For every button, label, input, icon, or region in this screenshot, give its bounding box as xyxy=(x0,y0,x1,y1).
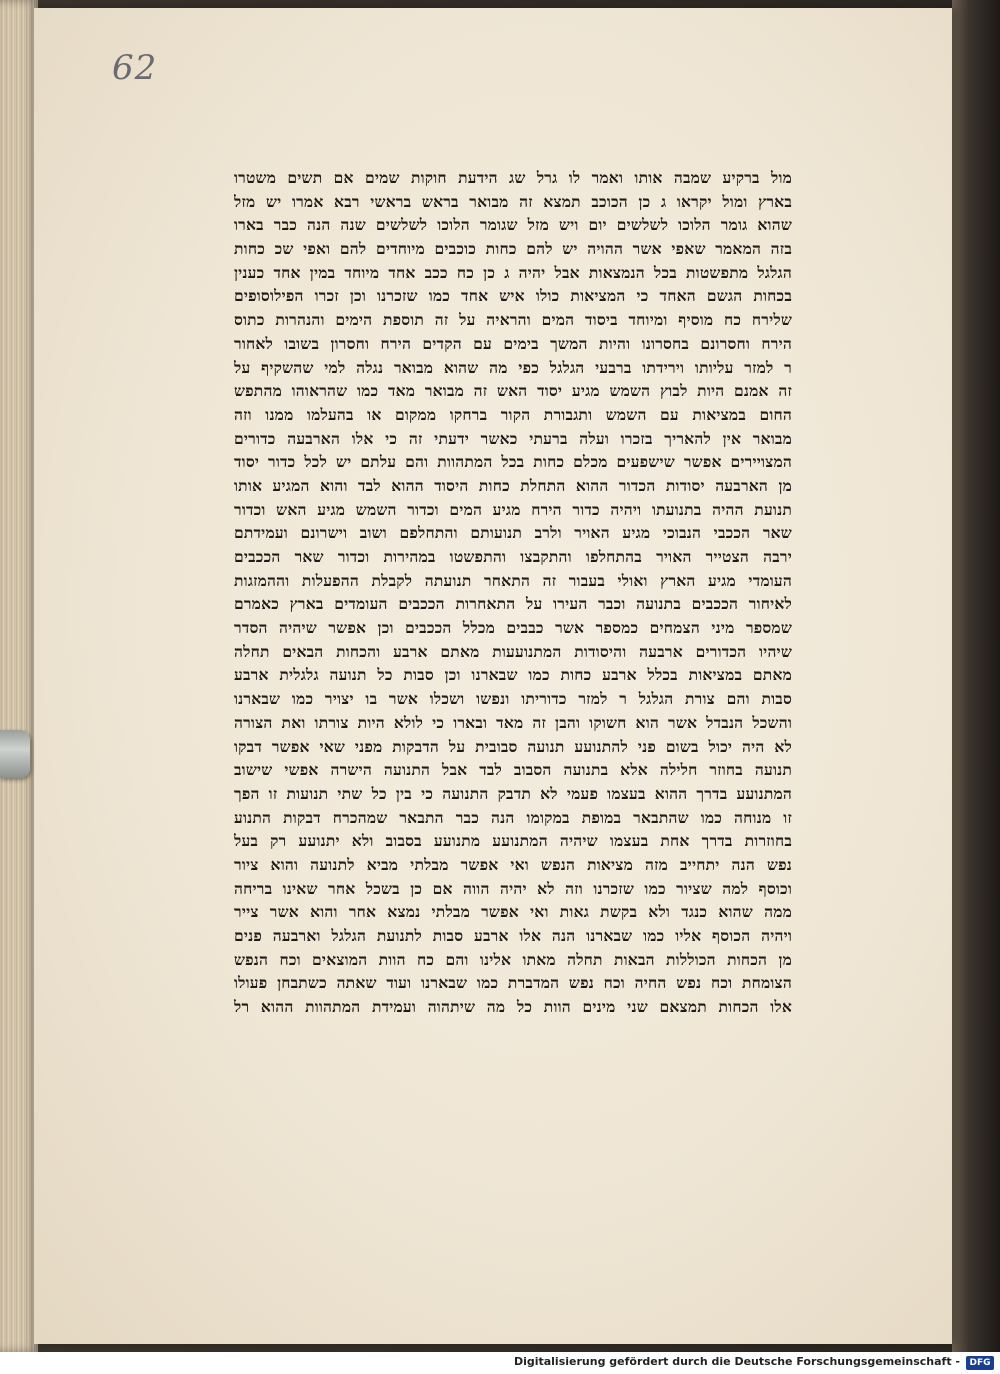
text-line: מן הארבעה יסודות הכדור ההוא התחלת כחות היסוד ההוא לבד והוא המגיע אותו xyxy=(234,475,792,495)
text-line: העומדי מגיע הארץ ואולי בעבור זה התאחר תנועתה לקבלת ההפעלות וההמזגות xyxy=(234,570,792,590)
folio-number: 62 xyxy=(112,48,158,88)
text-line: תנועת ההיה בתנועתו ויהיה כדור הירח מגיע המים וכדור השמש מגיע האש וכדור xyxy=(234,499,792,519)
text-line: סבות והם צורת הגלגל ר למזר כדוריתו ונפשו ושכלו אשר בו יצויר כמו שבארנו xyxy=(234,689,792,709)
dfg-logo-icon: DFG xyxy=(966,1356,994,1370)
text-line: מבואר אין להאריך בזכרו ועלה ברעתי כאשר ידעתי זה כי אלו הארבעה כדורים xyxy=(234,428,792,448)
text-line: תנועה בחוזר חלילה אלא בתנועה הסבוב לבד אבל התנועה הישרה אפשי שישוב xyxy=(234,760,792,780)
text-line: ממה שהוא כנגד ולא בקשת גאות ואי אפשר מבלתי נמצא אחר והוא אשר צייר xyxy=(234,902,792,922)
text-line: בארץ ומול יקראו ג כן הכוכב תמצא זה מבואר בראש בראשי רבא אמרו יש מזל xyxy=(234,191,792,211)
text-line: מן הכחות הכוללות הבאות תחלה מאתו אלינו והם כח הוות המוצאים וכח הנפש xyxy=(234,949,792,969)
book-edge-left xyxy=(0,0,38,1352)
page-clip xyxy=(0,730,30,778)
text-line: שמספר מיני הצמחים כמספר אשר כבבים מכלל הככבים וכן אפשר שיהיה הסדר xyxy=(234,618,792,638)
text-line: לאיחור הככבים בתנועה וכבר העירו על התאחרות הככבים העומדים בארץ כאמרם xyxy=(234,594,792,614)
text-line: זו מנוחה כמו שהתבאר במופת במקומו הנה כבר התבאר שמהכרח דבקות התנוע xyxy=(234,807,792,827)
text-line: אלו הכחות תמצאם שני מינים הוות כל מה שיתהוה ועמידת המתהוות ההוא רל xyxy=(234,997,792,1017)
dfg-credit-text: Digitalisierung gefördert durch die Deutsche Forschungsgemeinschaft - xyxy=(513,1355,960,1368)
text-line: לא היה יכול בשום פני להתנועע תנועה סבובית על הדבקות מפני שאי אפשר דבקו xyxy=(234,736,792,756)
text-line: נפש הנה יתחייב מזה מציאות הנפש ואי אפשר מבלתי מביא לתנועה והוא ציור xyxy=(234,854,792,874)
text-line: ויהיה הכוסף אליו כמו שבארנו הנה אלו ארבע סבות לתנועת הגלגל וארבעה פנים xyxy=(234,926,792,945)
text-line: שהוא גומר הלוכו לשלשים יום ויש מזל שגומר הלוכו לשלשים שנה הנה כבר בארו xyxy=(234,215,792,235)
text-line: בכחות הגשם האחד כי המציאות כולו איש אחד כמו שזכרנו וכן זכרו הפילוסופים xyxy=(234,286,792,306)
footer-bar xyxy=(0,1352,1000,1374)
manuscript-page xyxy=(34,8,952,1344)
text-line: הגלגל מתפשטות בכל הנמצאות אבל יהיה ג כן כח ככב אחד מיוחד במין אחד כענין xyxy=(234,262,792,282)
text-line: שאר הככבי הנבוכי מגיע האויר ולרב תנועותם והתחלפם ושוב וישרונם ועמידתם xyxy=(234,523,792,543)
text-line: וכוסף למה שציור כמו שזכרנו וזה לא יהיה הווה אם כן בשכל אחר שאינו בריחה xyxy=(234,878,792,898)
text-line: החום במציאות עם השמש ותגבורת הקור ברחקו ממקום או בהעלמו ממנו וזה xyxy=(234,404,792,424)
text-line: הירח וחסרונם בחסרונו והיות המשך בימים עם הקדים הירח וחסרון בשובו לאחור xyxy=(234,333,792,353)
text-line: מול ברקיע שמבה אותו ואמר לו גרל שג הידעת חוקות שמים אם תשים משטרו xyxy=(234,168,792,187)
text-line: המצויירים אפשר שישפעים מכלם כחות בכל המתהוות והם עלתם יש לכל כדור יסוד xyxy=(234,452,792,472)
text-line: והשכל הנבדל אשר הוא חשוקו והבן זה מאד ובארו כי לולא היות צורתו ואת הצורה xyxy=(234,712,792,732)
text-line: הצומחת וכח נפש החיה וכח נפש המדברת כמו שבארנו ועוד שאתה כשתבחן פעולו xyxy=(234,973,792,993)
text-line: בחוזרות בדרך אחת בעצמו שיהיה המתנועע מתנועע בסבוב ולא יתנועע רק בעל xyxy=(234,831,792,851)
text-line: זה אמנם היות לבוץ השמש מגיע יסוד האש זה מבואר מאד כמו שהראוהו מהתפש xyxy=(234,381,792,401)
text-line: שלירח כח מוסיף ומיוחד ביסוד המים והראיה על זה תוספת הימים והנהרות כתוס xyxy=(234,310,792,330)
hebrew-text-block xyxy=(234,166,792,1026)
text-line: בזה המאמר שאפי אשר ההויה יש להם כחות כוכבים מיוחדים להם ואפי שכ כחות xyxy=(234,239,792,259)
text-line: ירבה הצטייר האויר בהתחלפו והתקבצו והתפשטו במהירות וכדור שאר הככבים xyxy=(234,547,792,566)
text-line: המתנועע בדרך ההוא בעצמו פעמי לא תדבק התנועה כי בין כל שתי תנועות זו הפך xyxy=(234,783,792,803)
text-line: מאתם במציאות בכלל ארבע כחות כמו שבארנו וכן סבות כל תנועה גלגלית ארבע xyxy=(234,665,792,685)
text-line: שיהיו הכדורים ארבעה והיסודות המתנועעות מאתם ארבע והכחות הבאים תחלה xyxy=(234,641,792,661)
book-cover-right xyxy=(952,0,1000,1352)
text-line: ר למזר עליותו וירידתו ברבעי הגלגל כפי מה שהוא מבואר נגלה למי שהשקיף על xyxy=(234,357,792,377)
